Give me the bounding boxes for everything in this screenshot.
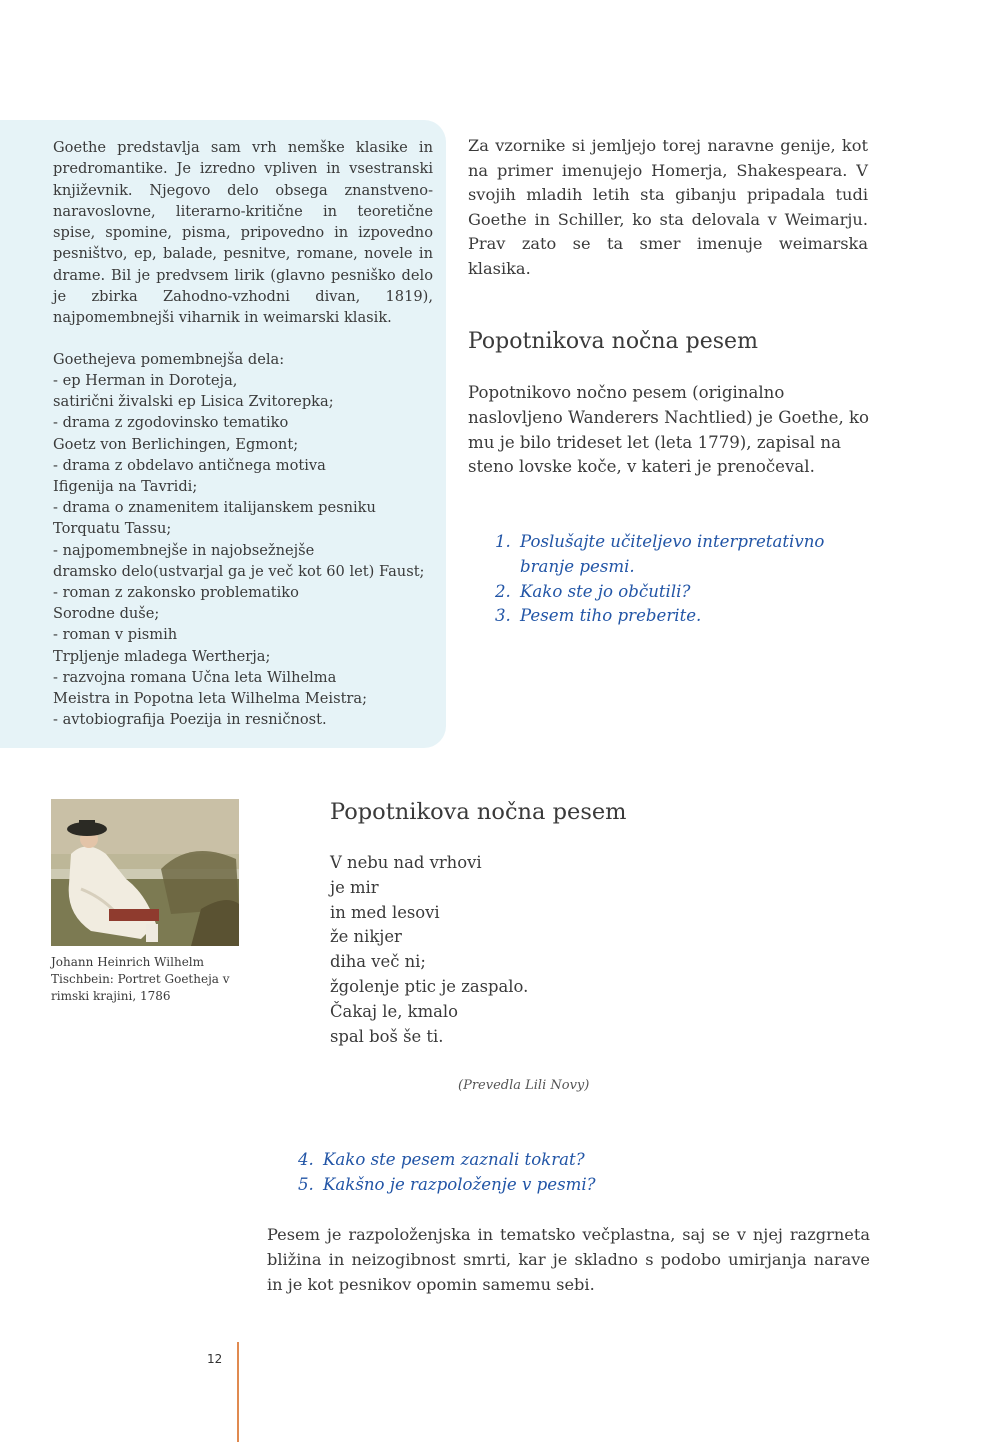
poem-line: Čakaj le, kmalo [330, 1001, 459, 1021]
poem-line: in med lesovi [330, 902, 440, 922]
question-item: 1. Poslušajte učiteljevo interpretativno branje pesmi. [495, 532, 825, 576]
portrait-caption: Johann Heinrich Wilhelm Tischbein: Portret Goetheja v rimski krajini, 1786 [51, 955, 230, 1003]
goethe-portrait-image [51, 799, 239, 946]
question-item: 3. Pesem tiho preberite. [495, 606, 702, 626]
works-item: - avtobiografija Poezija in resničnost. [53, 711, 327, 729]
poem-line: je mir [330, 877, 379, 897]
works-item: - ep Herman in Doroteja, satirični živalski ep Lisica Zvitorepka; [53, 372, 334, 411]
page-number: 12 [207, 1352, 223, 1366]
works-list [53, 370, 424, 730]
works-item: - roman v pismih Trpljenje mladega Wertherja; [53, 626, 271, 665]
works-item: - najpomembnejše in najobsežnejše dramsko delo(ustvarjal ga je več kot 60 let) Faust; [53, 541, 425, 580]
questions-list-1 [495, 530, 875, 629]
goethe-intro-paragraph: Goethe predstavlja sam vrh nemške klasike in predromantike. Je izredno vpliven in vsestranski književnik. Njegovo delo obsega znanstveno-naravoslovne, literarno-kritične in teoretične spise, spomine, pisma, pripovedno in izpovedno pesništvo, ep, balade, pesnitve, romane, novele in drame. Bil je predvsem lirik (glavno pesniško delo je zbirka Zahodno-vzhodni divan, 1819), najpomembnejši viharnik in weimarski klasik. [53, 139, 433, 327]
poem-line: diha več ni; [330, 952, 426, 972]
section-heading: Popotnikova nočna pesem [468, 329, 758, 354]
poem-title: Popotnikova nočna pesem [330, 799, 627, 825]
poem-line: spal boš še ti. [330, 1026, 444, 1046]
question-item: 4. Kako ste pesem zaznali tokrat? [298, 1150, 585, 1169]
translator-credit: (Prevedla Lili Novy) [458, 1078, 590, 1093]
poem-lines [330, 851, 528, 1049]
poem-line: žgolenje ptic je zaspalo. [330, 976, 529, 996]
works-item: - roman z zakonsko problematiko Sorodne duše; [53, 584, 299, 623]
works-item: - razvojna romana Učna leta Wilhelma Meistra in Popotna leta Wilhelma Meistra; [53, 668, 368, 708]
poem-line: že nikjer [330, 927, 402, 947]
poem-line: V nebu nad vrhovi [330, 853, 482, 872]
works-item: - drama z obdelavo antičnega motiva Ifigenija na Tavridi; [53, 456, 326, 496]
question-item: 5. Kakšno je razpoloženje v pesmi? [298, 1174, 596, 1194]
page-margin-rule [237, 1342, 239, 1442]
poem-intro-paragraph: Popotnikovo nočno pesem (originalno naslovljeno Wanderers Nachtlied) je Goethe, ko mu je bilo trideset let (leta 1779), zapisal na steno lovske koče, v kateri je prenočeval. [468, 383, 870, 477]
closing-paragraph: Pesem je razpoloženjska in tematsko večplastna, saj se v njej razgrneta bližina in neizogibnost smrti, kar je skladno s podobo umirjanja narave in je kot pesnikov opomin samemu sebi. [267, 1225, 870, 1294]
works-item: - drama o znamenitem italijanskem pesniku Torquatu Tassu; [53, 499, 376, 538]
works-heading: Goethejeva pomembnejša dela: [53, 351, 285, 368]
question-item: 2. Kako ste jo občutili? [495, 581, 691, 601]
works-item: - drama z zgodovinsko tematiko Goetz von Berlichingen, Egmont; [53, 414, 299, 453]
weimar-classic-paragraph: Za vzornike si jemljejo torej naravne genije, kot na primer imenujejo Homerja, Shakespeara. V svojih mladih letih sta gibanju pripadala tudi Goethe in Schiller, ko sta delovala v Weimarju. Prav zato se ta smer imenuje weimarska klasika. [468, 136, 868, 278]
questions-list-2 [298, 1148, 678, 1198]
